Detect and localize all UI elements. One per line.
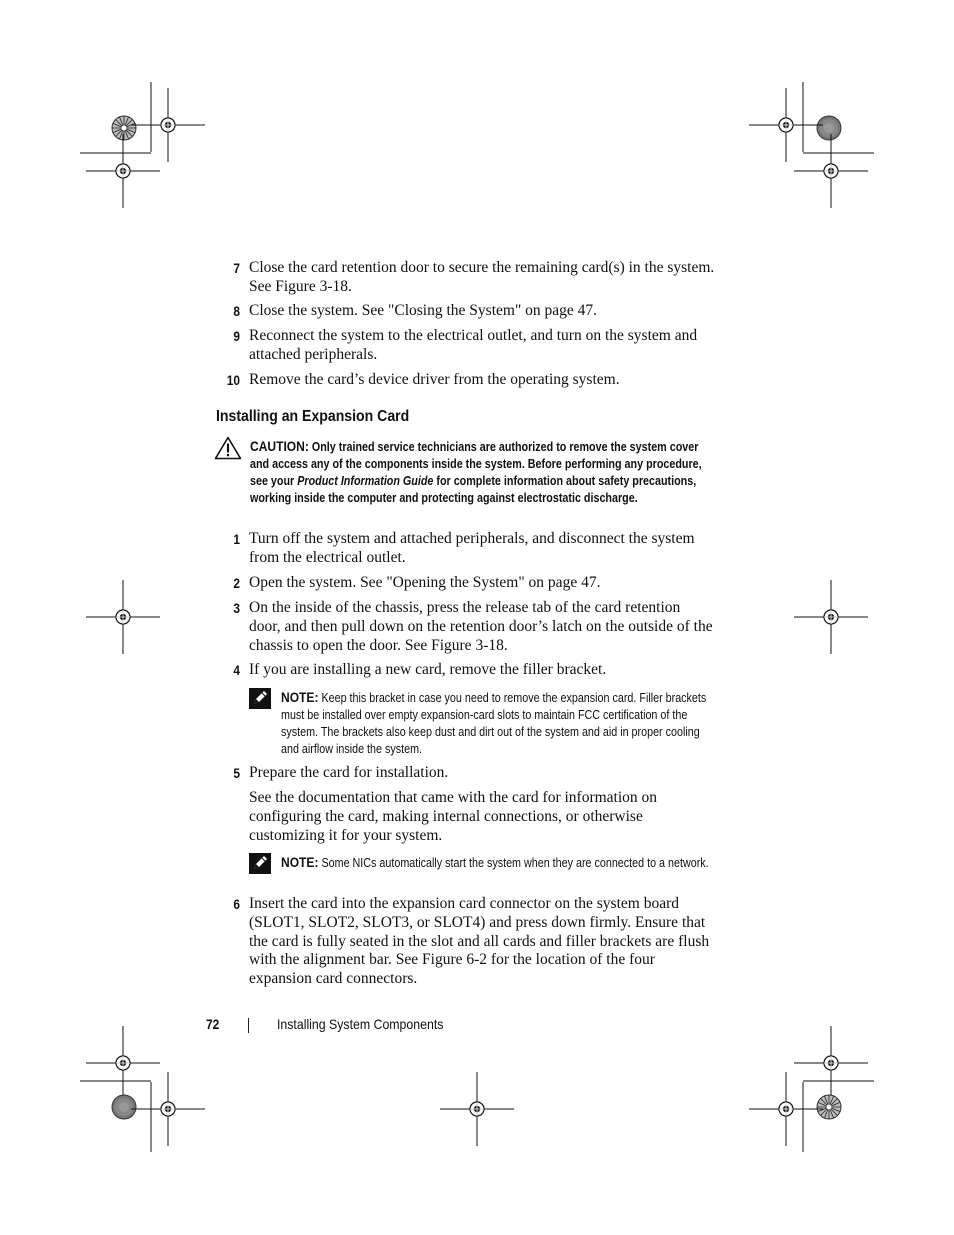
- step-text: Prepare the card for installation.: [249, 764, 449, 781]
- step-text: Close the system. See "Closing the System" on page 47.: [249, 302, 598, 319]
- note-callout: [281, 689, 711, 758]
- page-number: 72: [206, 1016, 220, 1032]
- step-number: 8: [233, 303, 240, 319]
- caution-label: CAUTION:: [250, 438, 309, 454]
- step-paragraph: See the documentation that came with the card for information on configuring the card, making internal connections, or otherwise customizing it for your system.: [249, 789, 658, 844]
- step-text: Open the system. See "Opening the System" on page 47.: [249, 574, 601, 591]
- step-number: 10: [226, 372, 240, 388]
- footer-divider: [248, 1018, 249, 1033]
- caution-text-before: Only trained service technicians are authorized to remove the system cover and access any of the components inside the system. Before performing any procedure, see your: [250, 440, 702, 488]
- step-number: 4: [233, 662, 240, 678]
- step-number: 5: [233, 765, 240, 781]
- step-number: 3: [233, 600, 240, 616]
- caution-guide-name: Product Information Guide: [297, 474, 434, 488]
- note-text: Some NICs automatically start the system when they are connected to a network.: [321, 856, 709, 870]
- note-label: NOTE:: [281, 689, 319, 705]
- step-text: Close the card retention door to secure the remaining card(s) in the system. See Figure 3-18.: [249, 259, 715, 295]
- caution-triangle-icon: [214, 436, 242, 460]
- step-text: Remove the card’s device driver from the operating system.: [249, 371, 620, 388]
- note-text: Keep this bracket in case you need to remove the expansion card. Filler brackets must be installed over empty expansion-card slots to maintain FCC certification of the system. The brackets also keep dust and dirt out of the system and aid in proper cooling and airflow inside the system.: [281, 691, 707, 756]
- footer-chapter-title: Installing System Components: [277, 1016, 444, 1032]
- step-number: 7: [233, 260, 240, 276]
- caution-text-after: for complete information about safety precautions, working inside the computer and protecting against electrostatic discharge.: [250, 474, 697, 505]
- step-text: Insert the card into the expansion card connector on the system board (SLOT1, SLOT2, SLOT3, or SLOT4) and press down firmly. Ensure that the card is fully seated in the slot and all cards and filler brackets are flush with the alignment bar. See Figure 6-2 for the location of the four expansion card connectors.: [249, 895, 710, 988]
- step-text: On the inside of the chassis, press the release tab of the card retention door, and then pull down on the retention door’s latch on the outside of the chassis to open the door. See Figure 3-18.: [249, 599, 713, 654]
- note-pencil-icon: [249, 688, 271, 709]
- note-pencil-icon: [249, 853, 271, 874]
- step-number: 1: [233, 531, 240, 547]
- step-text: Turn off the system and attached peripherals, and disconnect the system from the electrical outlet.: [249, 530, 695, 566]
- note-callout: [281, 854, 711, 872]
- caution-notice: [250, 438, 706, 507]
- step-number: 2: [233, 575, 240, 591]
- step-text: Reconnect the system to the electrical outlet, and turn on the system and attached peripherals.: [249, 327, 698, 363]
- step-number: 6: [233, 896, 240, 912]
- step-number: 9: [233, 328, 240, 344]
- note-label: NOTE:: [281, 854, 319, 870]
- step-text: If you are installing a new card, remove the filler bracket.: [249, 661, 607, 678]
- section-heading: Installing an Expansion Card: [216, 408, 410, 425]
